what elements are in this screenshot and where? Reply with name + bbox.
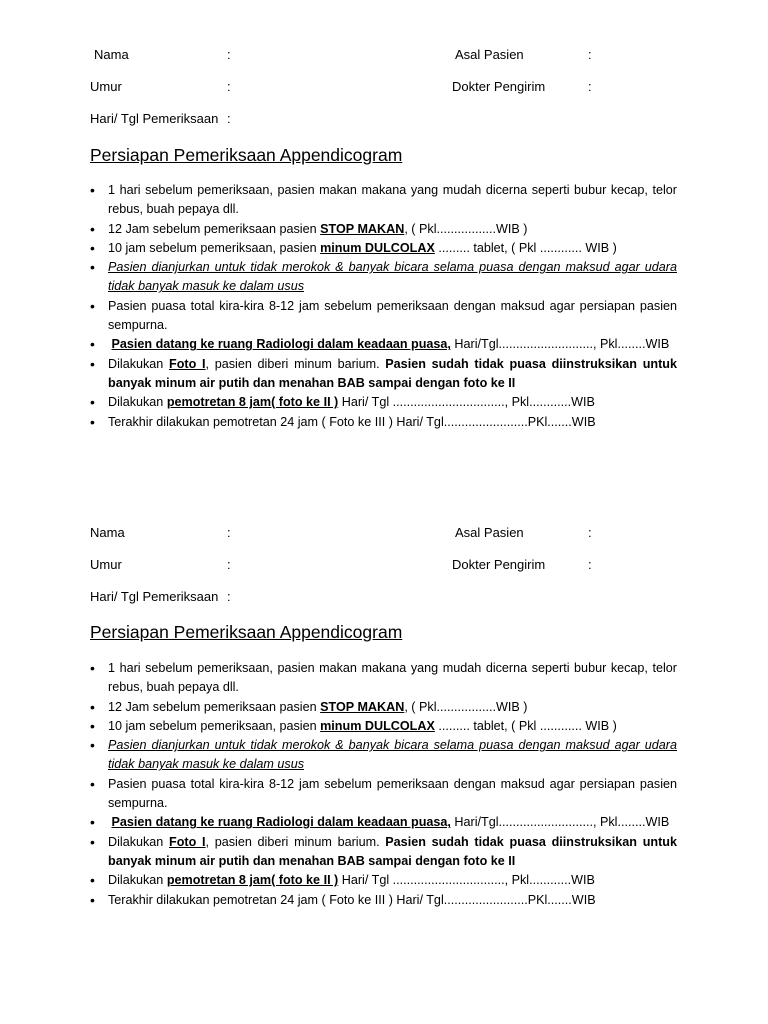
stop-makan-text: STOP MAKAN bbox=[320, 221, 405, 236]
instruction-bold-text: Pasien sudah tidak puasa diinstruksikan untuk banyak minum air putih dan menahan BAB sampai dengan foto ke II bbox=[108, 834, 677, 868]
instruction-bold-text: Pasien sudah tidak puasa diinstruksikan untuk banyak minum air putih dan menahan BAB sampai dengan foto ke II bbox=[108, 356, 677, 390]
item-text: Hari/Tgl..........................., Pkl........WIB bbox=[450, 337, 670, 352]
list-item bbox=[90, 659, 677, 698]
item-text: 1 hari sebelum pemeriksaan, pasien makan makana yang mudah dicerna seperti bubur kecap, telor rebus, buah pepaya dll. bbox=[108, 183, 677, 217]
asal-pasien-label: Asal Pasien bbox=[455, 525, 524, 540]
dokter-pengirim-colon: : bbox=[588, 79, 592, 94]
hari-tgl-label: Hari/ Tgl Pemeriksaan bbox=[90, 111, 219, 126]
item-text: 12 Jam sebelum pemeriksaan pasien bbox=[108, 221, 321, 236]
list-item bbox=[90, 833, 677, 872]
list-item bbox=[90, 239, 677, 258]
list-item bbox=[90, 775, 677, 814]
item-text: Hari/ Tgl ................................, Pkl............WIB bbox=[338, 395, 595, 410]
list-item bbox=[90, 717, 677, 736]
item-text: Dilakukan bbox=[108, 834, 170, 849]
pasien-datang-text: Pasien datang ke ruang Radiologi dalam keadaan puasa, bbox=[111, 815, 451, 830]
item-text: , ( Pkl.................WIB ) bbox=[404, 699, 528, 714]
form-title: Persiapan Pemeriksaan Appendicogram bbox=[90, 622, 403, 642]
list-item bbox=[90, 871, 677, 890]
item-text: Hari/ Tgl ................................, Pkl............WIB bbox=[338, 873, 595, 888]
umur-label: Umur bbox=[90, 79, 122, 94]
item-text: , pasien diberi minum barium. bbox=[205, 356, 386, 371]
item-text: Pasien dianjurkan untuk tidak merokok & banyak bicara selama puasa dengan maksud agar udara tidak banyak masuk ke dalam usus bbox=[108, 260, 677, 294]
stop-makan-text: STOP MAKAN bbox=[320, 699, 405, 714]
list-item bbox=[90, 393, 677, 412]
item-text: Hari/Tgl..........................., Pkl........WIB bbox=[450, 815, 670, 830]
list-item bbox=[90, 413, 677, 432]
item-text: Terakhir dilakukan pemotretan 24 jam ( Foto ke III ) Hari/ Tgl........................PKl.......WIB bbox=[108, 892, 596, 907]
list-item bbox=[90, 220, 677, 239]
item-text: ......... tablet, ( Pkl ............ WIB ) bbox=[434, 240, 617, 255]
item-text: Terakhir dilakukan pemotretan 24 jam ( Foto ke III ) Hari/ Tgl........................PKl.......WIB bbox=[108, 414, 596, 429]
dulcolax-text: minum DULCOLAX bbox=[320, 240, 435, 255]
foto-1-text: Foto I bbox=[169, 356, 206, 371]
list-item bbox=[90, 891, 677, 910]
item-text: Dilakukan bbox=[108, 356, 170, 371]
item-text: 12 Jam sebelum pemeriksaan pasien bbox=[108, 699, 321, 714]
nama-label: Nama bbox=[90, 525, 125, 540]
item-text: 1 hari sebelum pemeriksaan, pasien makan makana yang mudah dicerna seperti bubur kecap, telor rebus, buah pepaya dll. bbox=[108, 661, 677, 695]
list-item bbox=[90, 297, 677, 336]
list-item bbox=[90, 335, 677, 354]
list-item bbox=[90, 258, 677, 297]
pemotretan-8-jam-text: pemotretan 8 jam( foto ke II ) bbox=[166, 395, 339, 410]
asal-pasien-label: Asal Pasien bbox=[455, 47, 524, 62]
dokter-pengirim-label: Dokter Pengirim bbox=[452, 79, 546, 94]
item-text: 10 jam sebelum pemeriksaan, pasien bbox=[108, 718, 321, 733]
list-item bbox=[90, 181, 677, 220]
item-text: Dilakukan bbox=[108, 873, 167, 888]
list-item bbox=[90, 355, 677, 394]
asal-pasien-colon: : bbox=[588, 47, 592, 62]
item-text: Pasien puasa total kira-kira 8-12 jam sebelum pemeriksaan dengan maksud agar persiapan pasien sempurna. bbox=[108, 298, 677, 333]
hari-tgl-colon: : bbox=[227, 589, 231, 604]
asal-pasien-colon: : bbox=[588, 525, 592, 540]
list-item bbox=[90, 698, 677, 717]
nama-colon: : bbox=[227, 47, 231, 62]
item-text: Dilakukan bbox=[108, 395, 167, 410]
nama-label: Nama bbox=[94, 47, 129, 62]
item-text: Pasien puasa total kira-kira 8-12 jam sebelum pemeriksaan dengan maksud agar persiapan pasien sempurna. bbox=[108, 776, 677, 811]
pasien-datang-text: Pasien datang ke ruang Radiologi dalam keadaan puasa, bbox=[111, 337, 451, 352]
foto-1-text: Foto I bbox=[169, 834, 206, 849]
item-text: Pasien dianjurkan untuk tidak merokok & banyak bicara selama puasa dengan maksud agar udara tidak banyak masuk ke dalam usus bbox=[108, 738, 677, 772]
item-text: , ( Pkl.................WIB ) bbox=[404, 221, 528, 236]
item-text: , pasien diberi minum barium. bbox=[205, 834, 386, 849]
item-text: ......... tablet, ( Pkl ............ WIB ) bbox=[434, 718, 617, 733]
list-item bbox=[90, 736, 677, 775]
form-title: Persiapan Pemeriksaan Appendicogram bbox=[90, 145, 403, 165]
list-item bbox=[90, 813, 677, 832]
pemotretan-8-jam-text: pemotretan 8 jam( foto ke II ) bbox=[166, 873, 339, 888]
umur-colon: : bbox=[227, 79, 231, 94]
nama-colon: : bbox=[227, 525, 231, 540]
instruction-list bbox=[90, 181, 677, 432]
umur-colon: : bbox=[227, 557, 231, 572]
hari-tgl-colon: : bbox=[227, 111, 231, 126]
hari-tgl-label: Hari/ Tgl Pemeriksaan bbox=[90, 589, 219, 604]
instruction-list bbox=[90, 659, 677, 910]
dokter-pengirim-colon: : bbox=[588, 557, 592, 572]
item-text: 10 jam sebelum pemeriksaan, pasien bbox=[108, 240, 321, 255]
dulcolax-text: minum DULCOLAX bbox=[320, 718, 435, 733]
umur-label: Umur bbox=[90, 557, 122, 572]
dokter-pengirim-label: Dokter Pengirim bbox=[452, 557, 546, 572]
